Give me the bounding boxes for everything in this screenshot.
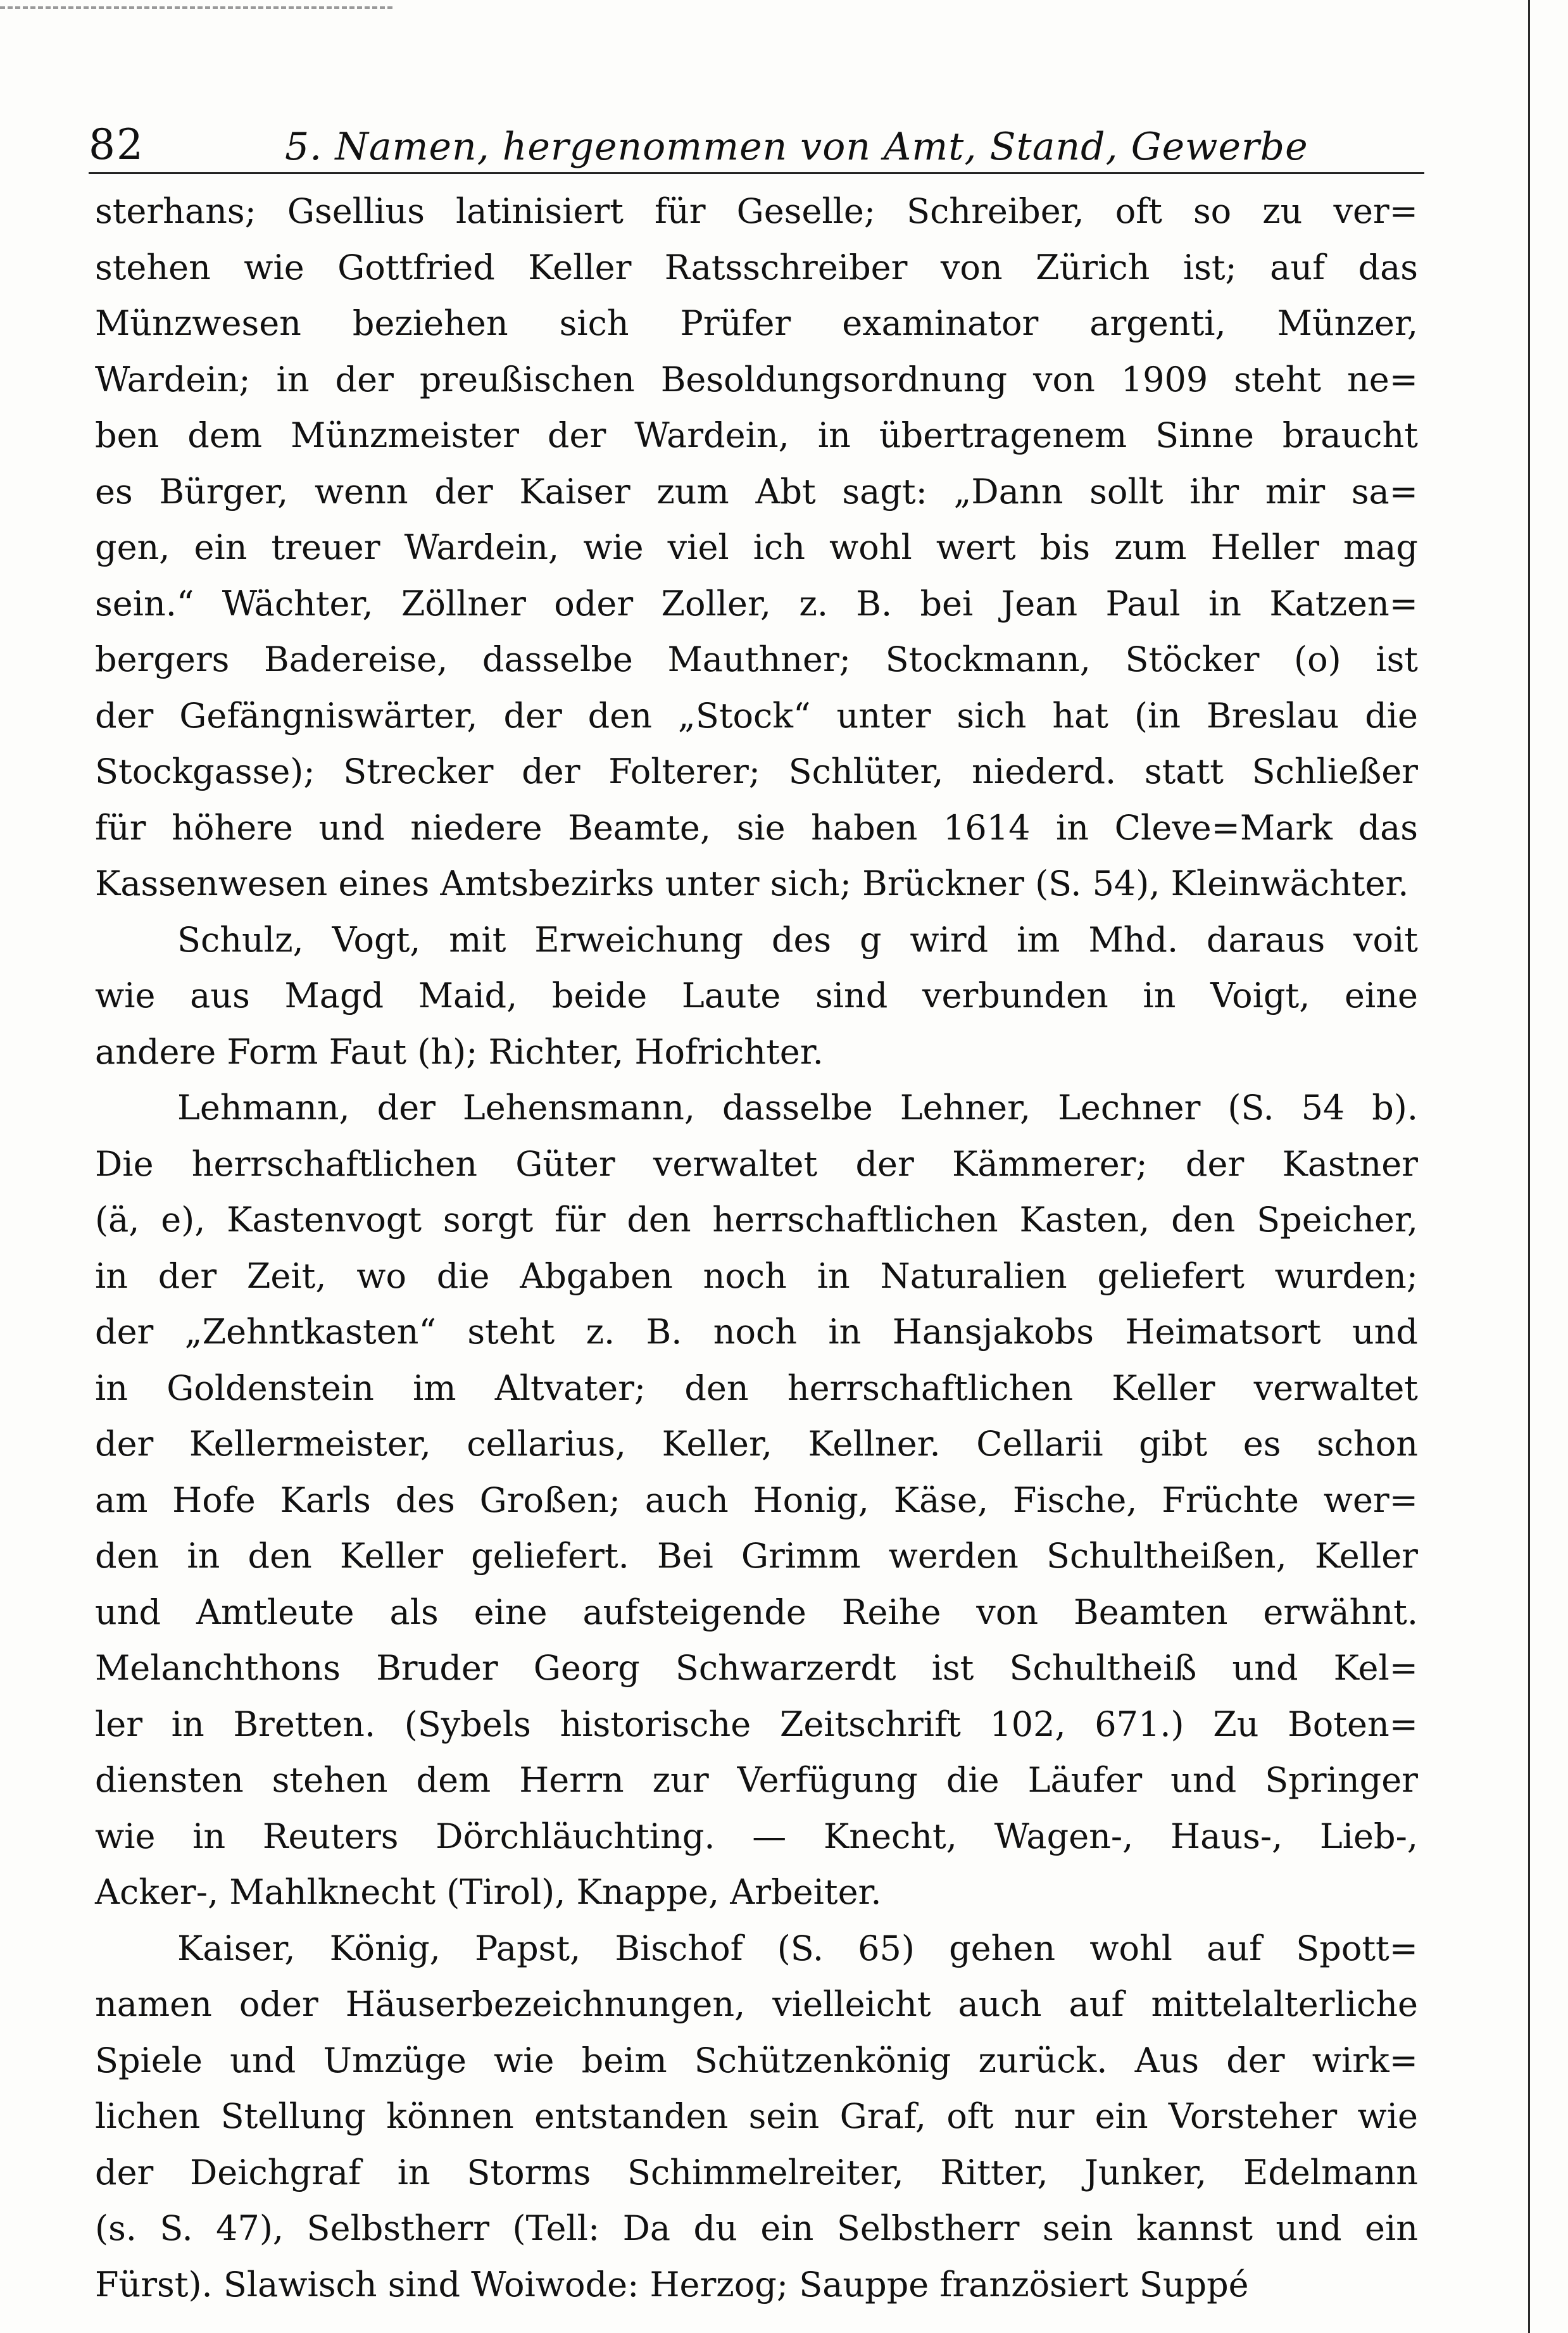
page-edge-line <box>1528 0 1530 2333</box>
text-line: für höhere und niedere Beamte, sie haben 1614 in Cleve=Mark das <box>95 807 1418 848</box>
text-line: wie aus Magd Maid, beide Laute sind verbunden in Voigt, eine <box>95 976 1418 1016</box>
text-line: und Amtleute als eine aufsteigende Reihe von Beamten erwähnt. <box>95 1592 1418 1632</box>
text-line: Kassenwesen eines Amtsbezirks unter sich; Brückner (S. 54), Kleinwächter. <box>95 864 1409 903</box>
text-line: der Deichgraf in Storms Schimmelreiter, Ritter, Junker, Edelmann <box>95 2152 1418 2192</box>
text-line: in Goldenstein im Altvater; den herrschaftlichen Keller verwaltet <box>95 1368 1418 1408</box>
text-line: stehen wie Gottfried Keller Ratsschreiber von Zürich ist; auf das <box>95 247 1418 287</box>
text-line: andere Form Faut (h); Richter, Hofrichter. <box>95 1031 824 1072</box>
text-line: den in den Keller geliefert. Bei Grimm werden Schultheißen, Keller <box>95 1536 1418 1576</box>
text-line: bergers Badereise, dasselbe Mauthner; Stockmann, Stöcker (o) ist <box>95 639 1418 679</box>
text-line: sein.“ Wächter, Zöllner oder Zoller, z. B. bei Jean Paul in Katzen= <box>95 583 1418 624</box>
text-line: der Kellermeister, cellarius, Keller, Kellner. Cellarii gibt es schon <box>95 1424 1418 1464</box>
running-title: 5. Namen, hergenommen von Amt, Stand, Gewerbe <box>285 125 1308 169</box>
paragraph-first-line: Kaiser, König, Papst, Bischof (S. 65) gehen wohl auf Spott= <box>177 1928 1418 1968</box>
text-line: in der Zeit, wo die Abgaben noch in Naturalien geliefert wurden; <box>95 1255 1418 1296</box>
text-line: am Hofe Karls des Großen; auch Honig, Käse, Fische, Früchte wer= <box>95 1480 1418 1520</box>
text-line: namen oder Häuserbezeichnungen, vielleicht auch auf mittelalterliche <box>95 1984 1418 2024</box>
text-line: (ä, e), Kastenvogt sorgt für den herrschaftlichen Kasten, den Speicher, <box>95 1200 1418 1240</box>
body-text <box>95 184 1418 2313</box>
text-line: (s. S. 47), Selbstherr (Tell: Da du ein Selbstherr sein kannst und ein <box>95 2208 1418 2248</box>
page-header <box>89 117 1424 174</box>
text-line: Wardein; in der preußischen Besoldungsordnung von 1909 steht ne= <box>95 359 1418 399</box>
scan-edge-marks <box>0 6 392 11</box>
paragraph-first-line: Lehmann, der Lehensmann, dasselbe Lehner, Lechner (S. 54 b). <box>177 1088 1418 1128</box>
text-line: Fürst). Slawisch sind Woiwode: Herzog; Sauppe französiert Suppé <box>95 2264 1249 2305</box>
text-line: der Gefängniswärter, der den „Stock“ unter sich hat (in Breslau die <box>95 695 1418 736</box>
page-number: 82 <box>89 120 144 169</box>
text-line: wie in Reuters Dörchläuchting. — Knecht, Wagen-, Haus-, Lieb-, <box>95 1816 1418 1856</box>
text-line: ler in Bretten. (Sybels historische Zeitschrift 102, 671.) Zu Boten= <box>95 1704 1418 1744</box>
paragraph-first-line: Schulz, Vogt, mit Erweichung des g wird im Mhd. daraus voit <box>177 919 1418 960</box>
text-line: Stockgasse); Strecker der Folterer; Schlüter, niederd. statt Schließer <box>95 751 1418 791</box>
text-line: Die herrschaftlichen Güter verwaltet der Kämmerer; der Kastner <box>95 1143 1418 1184</box>
text-line: Melanchthons Bruder Georg Schwarzerdt ist Schultheiß und Kel= <box>95 1648 1418 1688</box>
text-line: gen, ein treuer Wardein, wie viel ich wohl wert bis zum Heller mag <box>95 527 1418 567</box>
text-line: der „Zehntkasten“ steht z. B. noch in Hansjakobs Heimatsort und <box>95 1312 1418 1352</box>
text-line: ben dem Münzmeister der Wardein, in übertragenem Sinne braucht <box>95 415 1418 455</box>
text-line: sterhans; Gsellius latinisiert für Geselle; Schreiber, oft so zu ver= <box>95 191 1418 231</box>
header-rule <box>89 172 1424 174</box>
text-line: Spiele und Umzüge wie beim Schützenkönig zurück. Aus der wirk= <box>95 2040 1418 2080</box>
text-line: es Bürger, wenn der Kaiser zum Abt sagt: „Dann sollt ihr mir sa= <box>95 471 1418 512</box>
text-line: Acker-, Mahlknecht (Tirol), Knappe, Arbeiter. <box>95 1872 882 1912</box>
text-line: lichen Stellung können entstanden sein Graf, oft nur ein Vorsteher wie <box>95 2096 1418 2136</box>
text-line: Münzwesen beziehen sich Prüfer examinator argenti, Münzer, <box>95 303 1418 343</box>
text-line: diensten stehen dem Herrn zur Verfügung die Läufer und Springer <box>95 1760 1418 1800</box>
